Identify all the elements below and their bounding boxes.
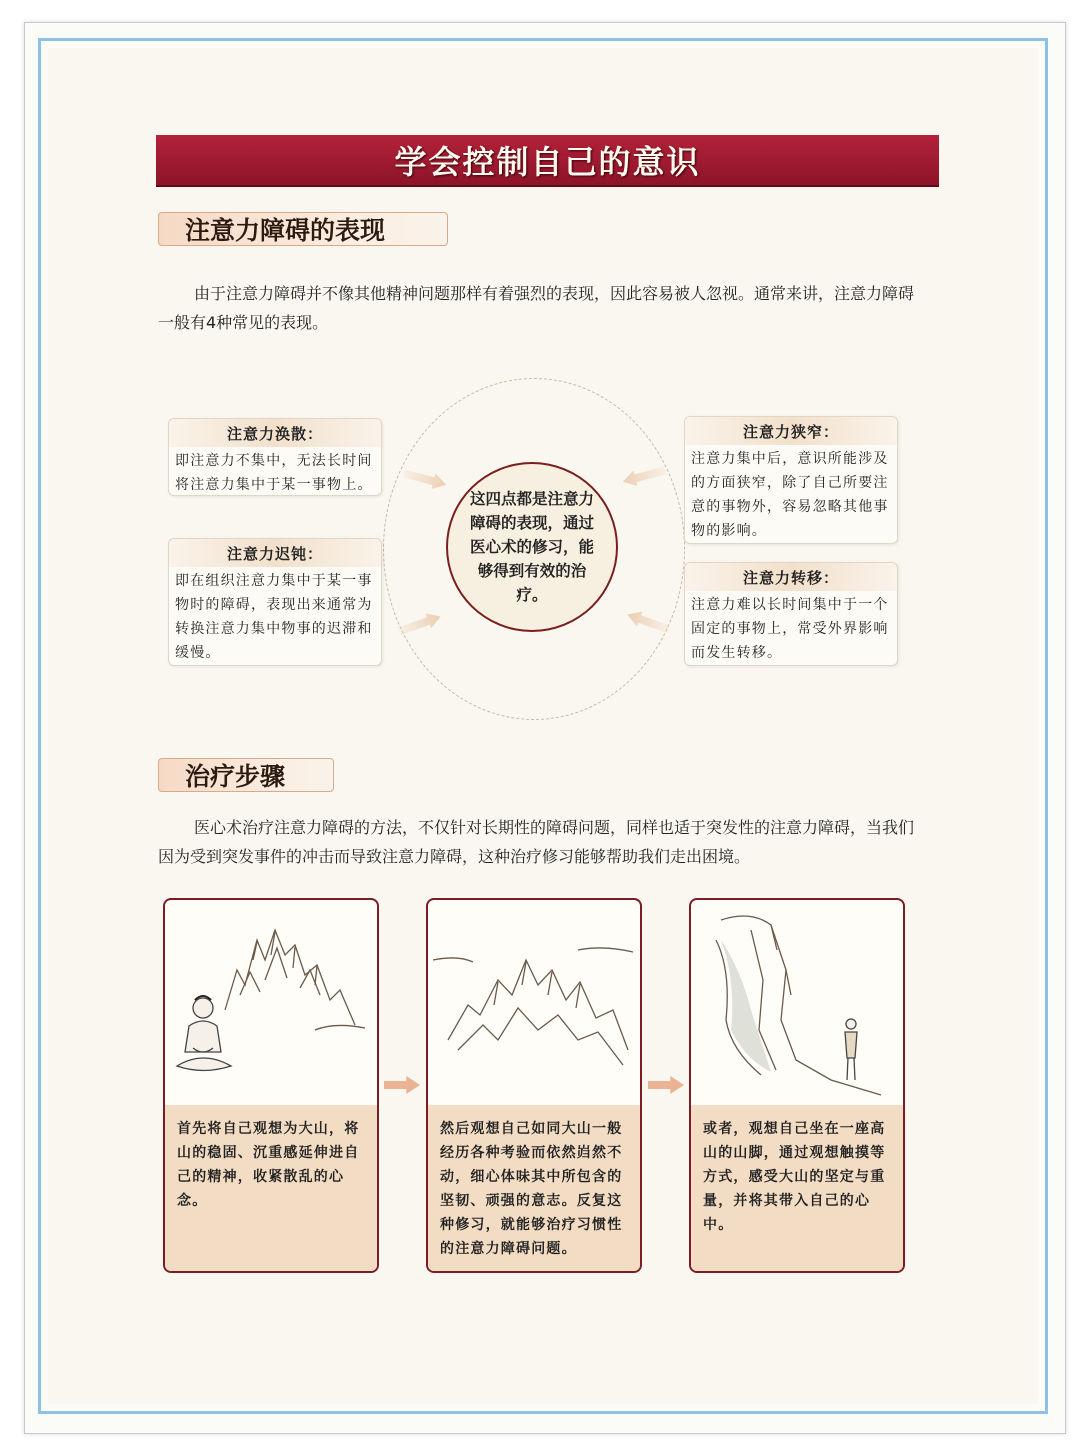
symptoms-intro: 由于注意力障碍并不像其他精神问题那样有着强烈的表现，因此容易被人忽视。通常来讲，注意力障碍一般有4种常见的表现。 [158,284,915,332]
step-card-3 [689,898,905,1273]
symptom-title: 注意力涣散： [169,419,381,447]
symptom-body: 注意力难以长时间集中于一个固定的事物上，常受外界影响而发生转移。 [691,597,889,661]
section-heading-symptoms: 注意力障碍的表现 [158,212,448,246]
section-heading-steps: 治疗步骤 [158,758,334,792]
meditating-person-illustration [165,900,377,1105]
symptom-box-distraction [168,418,382,496]
steps-intro: 医心术治疗注意力障碍的方法，不仅针对长期性的障碍问题，同样也适于突发性的注意力障碍，当我们因为受到突发事件的冲击而导致注意力障碍，这种治疗修习能够帮助我们走出困境。 [158,818,915,866]
step-card-2 [426,898,642,1273]
arrow-icon [384,1076,420,1094]
symptom-body: 即在组织注意力集中于某一事物时的障碍，表现出来通常为转换注意力集中物事的迟滞和缓慢。 [175,573,373,661]
diagram-center-circle [446,462,618,632]
step-text: 然后观想自己如同大山一般经历各种考验而依然岿然不动，细心体味其中所包含的坚韧、顽强的意志。反复这种修习，就能够治疗习惯性的注意力障碍问题。 [428,1105,640,1271]
step-text: 或者，观想自己坐在一座高山的山脚，通过观想触摸等方式，感受大山的坚定与重量，并将其带入自己的心中。 [691,1105,903,1271]
symptom-box-shifting [684,562,898,666]
step-card-1 [163,898,379,1273]
mountain-illustration [428,900,640,1105]
symptom-body: 即注意力不集中，无法长时间将注意力集中于某一事物上。 [175,453,373,493]
symptom-title: 注意力狭窄： [685,417,897,445]
diagram-center-text: 这四点都是注意力障碍的表现，通过医心术的修习，能够得到有效的治疗。 [469,489,594,604]
arrow-icon [648,1076,684,1094]
symptom-title: 注意力迟钝： [169,539,381,567]
standing-person-illustration [691,900,903,1105]
symptom-box-narrowness [684,416,898,544]
symptom-body: 注意力集中后，意识所能涉及的方面狭窄，除了自己所要注意的事物外，容易忽略其他事物的影响。 [691,451,889,539]
page-title: 学会控制自己的意识 [156,135,939,187]
page [48,48,1038,1404]
symptom-title: 注意力转移： [685,563,897,591]
step-text: 首先将自己观想为大山，将山的稳固、沉重感延伸进自己的精神，收紧散乱的心念。 [165,1105,377,1271]
symptom-box-sluggishness [168,538,382,666]
